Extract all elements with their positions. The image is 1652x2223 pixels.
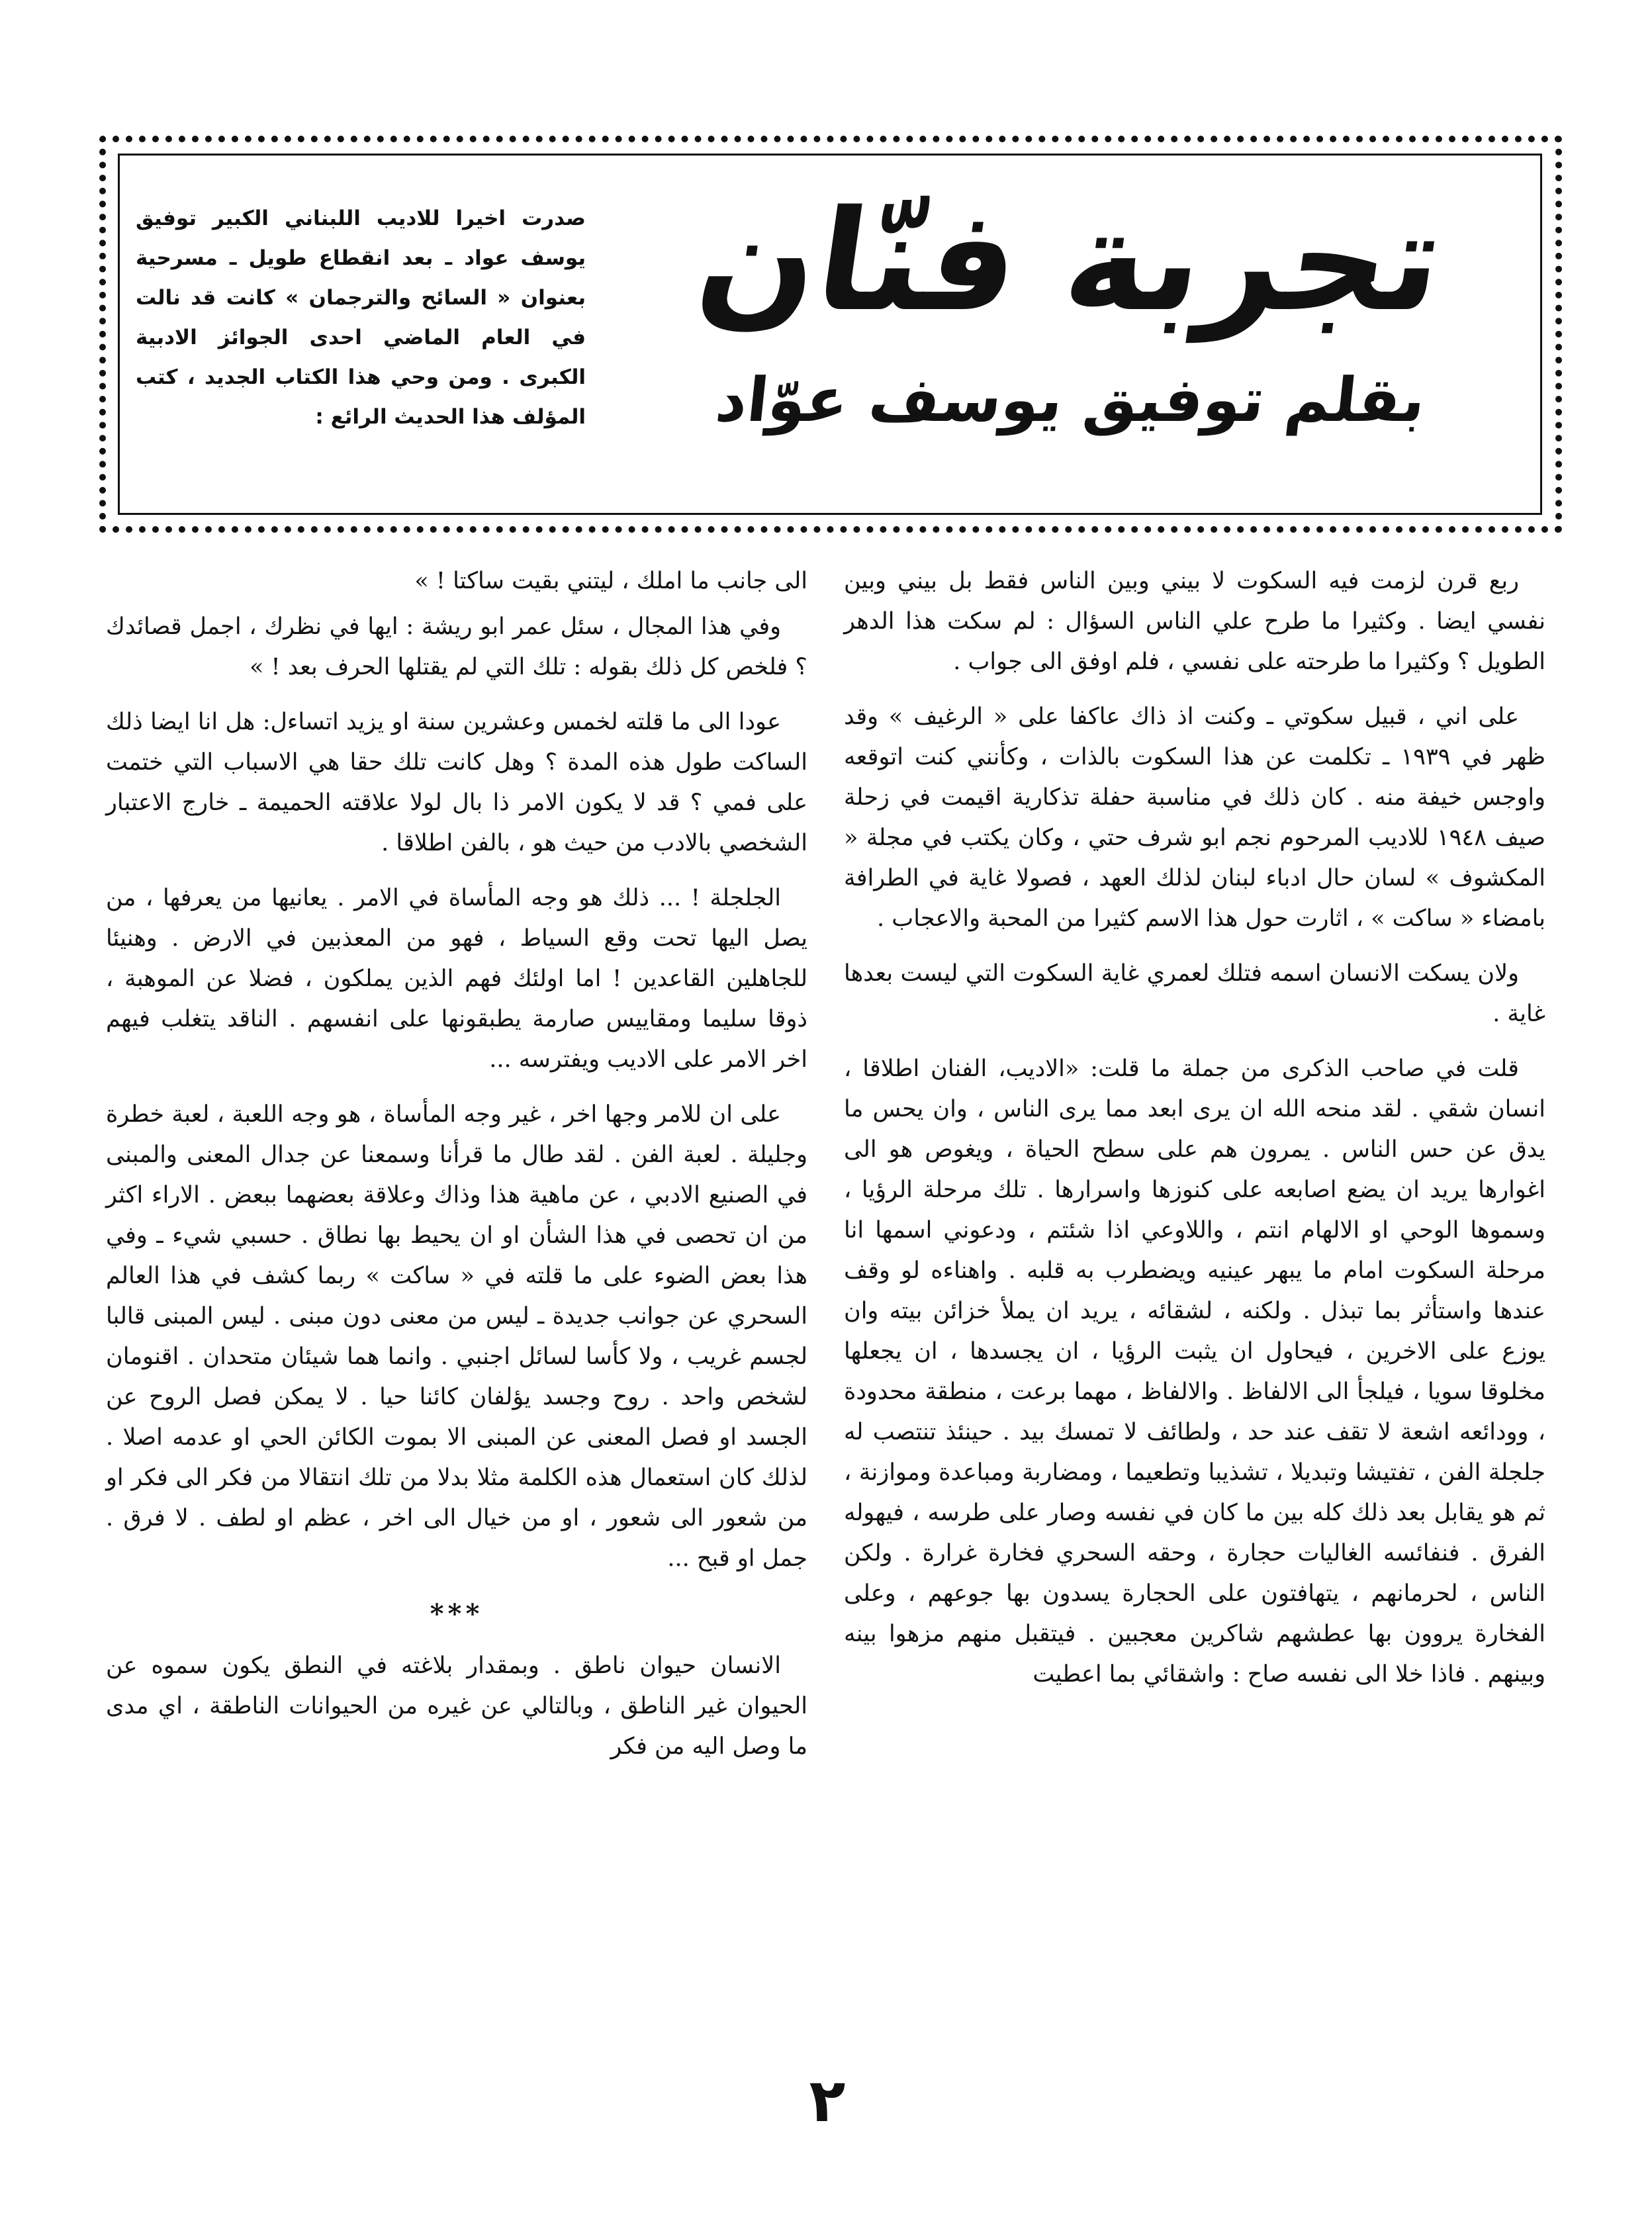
- section-separator: ***: [430, 1598, 484, 1629]
- paragraph: ربع قرن لزمت فيه السكوت لا بيني وبين الناس فقط بل بيني وبين نفسي ايضا . وكثيرا ما طرح علي الناس السؤال : لم سكت هذا الدهر الطويل ؟ وكثيرا ما طرحته على نفسي ، فلم اوفق الى جواب .: [844, 568, 1545, 675]
- paragraph: الى جانب ما املك ، ليتني بقيت ساكتا ! »: [414, 568, 807, 594]
- paragraph: عودا الى ما قلته لخمس وعشرين سنة او يزيد اتساءل: هل انا ايضا ذلك الساكت طول هذه المدة ؟ وهل كانت تلك حقا هي الاسباب التي ختمت على فمي ؟ قد لا يكون الامر ذا بال لولا علاقته الحميمة ـ خارج الاعتبار الشخصي بالادب من حيث هو ، بالفن اطلاقا .: [106, 709, 807, 856]
- paragraph: وفي هذا المجال ، سئل عمر ابو ريشة : ايها في نظرك ، اجمل قصائدك ؟ فلخص كل ذلك بقوله : تلك التي لم يقتلها الحرف بعد ! »: [106, 613, 807, 680]
- header-title-block: [625, 179, 1516, 496]
- paragraph: على اني ، قبيل سكوتي ـ وكنت اذ ذاك عاكفا على « الرغيف » وقد ظهر في ١٩٣٩ ـ تكلمت عن هذا السكوت بالذات ، وكأنني كنت اتوقعه واوجس خيفة منه . كان ذلك في مناسبة حفلة تذكارية اقيمت في زحلة صيف ١٩٤٨ للاديب المرحوم نجم ابو شرف حتي ، وكان يكتب في مجلة « المكشوف » لسان حال ادباء لبنان لذلك العهد ، فصولا غاية في الطرافة بامضاء « ساكت » ، اثارت حول هذا الاسم كثيرا من المحبة والاعجاب .: [844, 703, 1545, 932]
- paragraph: ولان يسكت الانسان اسمه فتلك لعمري غاية السكوت التي ليست بعدها غاية .: [844, 960, 1545, 1027]
- page-number: ٢: [809, 2066, 846, 2136]
- paragraph: الانسان حيوان ناطق . وبمقدار بلاغته في النطق يكون سموه عن الحيوان غير الناطق ، وبالتالي عن غيره من الحيوانات الناطقة ، اي مدى ما وصل اليه من فكر: [106, 1653, 807, 1760]
- article-byline: بقلم توفيق يوسف عوّاد: [712, 365, 1429, 435]
- article-title: تجربة فنّان: [688, 180, 1453, 342]
- article-intro: صدرت اخيرا للاديب اللبناني الكبير توفيق يوسف عواد ـ بعد انقطاع طويل ـ مسرحية بعنوان « السائح والترجمان » كانت قد نالت في العام الماضي احدى الجوائز الادبية الكبرى . ومن وحي هذا الكتاب الجديد ، كتب المؤلف هذا الحديث الرائع :: [136, 206, 586, 429]
- paragraph: الجلجلة ! ... ذلك هو وجه المأساة في الامر . يعانيها من يعرفها ، من يصل اليها تحت وقع السياط ، فهو من المعذبين في الارض . وهنيئا للجاهلين القاعدين ! اما اولئك فهم الذين يملكون ، فضلا عن الموهبة ، ذوقا سليما ومقاييس صارمة يطبقونها على انفسهم . الناقد يتغلب فيهم اخر الامر على الاديب ويفترسه ...: [106, 885, 807, 1073]
- text-column-left: [106, 561, 807, 1782]
- paragraph: قلت في صاحب الذكرى من جملة ما قلت: «الاديب، الفنان اطلاقا ، انسان شقي . لقد منحه الله ان يرى ابعد مما يرى الناس ، وان يحس ما يدق عن حس الناس . يمرون هم على سطح الحياة ، ويغوص هو الى اغوارها يريد ان يضع اصابعه على كنوزها واسرارها . تلك مرحلة الرؤيا ، وسموها الوحي او الالهام انتم ، واللاوعي اذا شئتم ، ودعوني اسمها انا مرحلة السكوت امام ما يبهر عينيه ويضطرب به قلبه . واهناءه لو وقف عندها واستأثر بما تبذل . ولكنه ، لشقائه ، يريد ان يملأ خزائن بيته وان يوزع على الاخرين ، فيحاول ان يثبت الرؤيا ، ان يجسدها ، ان يجعلها مخلوقا سويا ، فيلجأ الى الالفاظ . والالفاظ ، مهما برعت ، منطقة محدودة ، وودائعه اشعة لا تقف عند حد ، ولطائف لا تمسك بيد . حينئذ تنتصب له جلجلة الفن ، تفتيشا وتبديلا ، تشذيبا وتطعيما ، ومضاربة ومباعدة وموازنة ، ثم هو يقابل بعد ذلك كله بين ما كان في نفسه وصار على طرسه ، فيهوله الفرق . فنفائسه الغاليات حجارة ، وحقه السحري فخارة غرارة . ولكن الناس ، لحرمانهم ، يتهافتون على الحجارة يسدون بها جوعهم ، وعلى الفخارة يروون بها عطشهم شاكرين معجبين . فيتقبل منهم مزهوا بينه وبينهم . فاذا خلا الى نفسه صاح : واشقائي بما اعطيت: [844, 1056, 1545, 1688]
- text-column-right: [844, 561, 1545, 1709]
- paragraph: على ان للامر وجها اخر ، غير وجه المأساة ، هو وجه اللعبة ، لعبة خطرة وجليلة . لعبة الفن . لقد طال ما قرأنا وسمعنا عن جدال المعنى والمبنى في الصنيع الادبي ، عن ماهية هذا وذاك وعلاقة بعضهما ببعض . الاراء اكثر من ان تحصى في هذا الشأن او ان يحيط بها نطاق . حسبي شيء ـ وفي هذا بعض الضوء على ما قلته في « ساكت » ربما كشف في هذا العالم السحري عن جوانب جديدة ـ ليس من معنى دون مبنى . ليس المبنى قالبا لجسم غريب ، ولا كأسا لسائل اجنبي . وانما هما شيئان متحدان . اقنومان لشخص واحد . روح وجسد يؤلفان كائنا حيا . لا يمكن فصل الروح عن الجسد او فصل المعنى عن المبنى الا بموت الكائن الحي او عدمه اصلا . لذلك كان استعمال هذه الكلمة مثلا بدلا من تلك انتقالا من فكر الى فكر او من شعور الى شعور ، او من خيال الى اخر ، عظم او لطف . لا فرق . جمل او قبح ...: [106, 1101, 807, 1572]
